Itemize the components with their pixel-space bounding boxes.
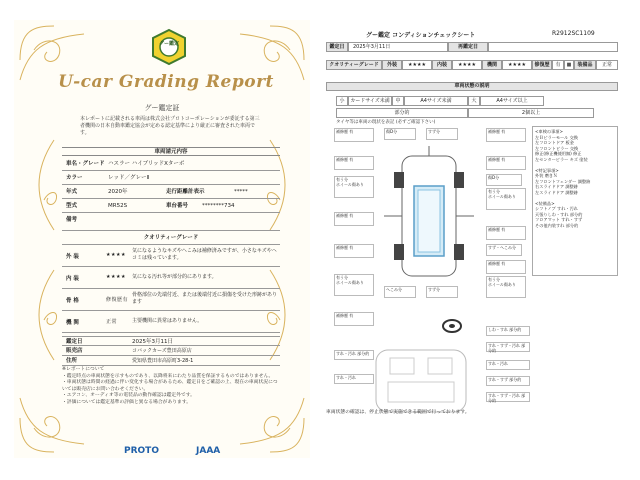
condition-box: 補修歴 有 — [334, 312, 374, 326]
condition-box: すず分 — [426, 286, 458, 298]
legend-desc-small: カードサイズ未満 — [348, 96, 392, 106]
row-label: 年式 — [66, 189, 78, 195]
row-value: レッド／グレーⅡ — [108, 175, 150, 181]
car-interior-diagram — [366, 348, 476, 414]
row-value: 2020年 — [108, 189, 128, 195]
condition-box: へこみ分 — [384, 286, 416, 298]
row-label: カラー — [66, 175, 83, 181]
appraisal-date-label: 鑑定日 — [326, 42, 348, 52]
appraisal-date-value: 2025年3月11日 — [348, 42, 448, 52]
interior-condition-box: すれ・すず・汚れ 部分的 — [486, 342, 530, 352]
vehicle-row-color — [62, 171, 280, 185]
grade-label: 機 関 — [66, 320, 79, 326]
grade-desc: 骨格部位の先端付近、または後端付近に損傷を受けた形跡があります — [132, 292, 278, 305]
condition-box: 有う分 ホイール傷あり — [334, 274, 374, 296]
repair-history-value: 有 — [552, 60, 564, 70]
interior-condition-box: しわ・すれ 部分的 — [486, 326, 530, 336]
interior-condition-box: すれ・すず・汚れ 部分的 — [486, 392, 530, 402]
sheet-id: R2912SC1109 — [552, 30, 595, 37]
legend-size-large: 大 — [468, 96, 480, 106]
certificate-panel — [14, 20, 310, 458]
goo-kantei-logo-icon — [150, 28, 188, 66]
interior-condition-box: すれ・汚れ — [334, 374, 374, 384]
jaaa-logo: JAAA — [196, 446, 221, 456]
grade-row-exterior — [62, 245, 280, 267]
certificate-title: U-car Grading Report — [58, 72, 274, 92]
row-value: 愛知県豊田市高原町3-28-1 — [132, 358, 194, 364]
condition-box: 補修歴 有 — [486, 156, 526, 170]
interior-condition-box: すれ・汚れ 部分的 — [334, 350, 374, 360]
legend-size-medium: 中 — [392, 96, 404, 106]
car-top-view-diagram — [384, 146, 474, 286]
grade-row-interior — [62, 267, 280, 289]
chassis-value: ********734 — [202, 203, 235, 209]
legend-desc-large: A4サイズ以上 — [480, 96, 544, 106]
vehicle-row-model — [62, 199, 280, 213]
col-multiple: 2個以上 — [468, 108, 594, 118]
row-label: 型式 — [66, 203, 78, 209]
condition-box: 傷D分 — [486, 174, 522, 186]
report-notes: ※レポートについて ・鑑定時点の車両状態を示すものであり、以降将来にわたり品質を保証するものではありません。 ・車両状態は時間の経過に伴い変化する場合があるため、鑑定日をご確認の上、現在の車両状況については販売店にお問い合わせください。 ・エアコン、オーディオ等の電装品の動作確認は鑑定外です。 ・評価については鑑定基準の評価と異なる場合があります。 — [62, 367, 278, 405]
grade-label: 外 装 — [66, 254, 79, 260]
diagram-note: タイヤ等は車両の現状を表記 (必ずご確認下さい) — [336, 120, 436, 125]
diagram-header: 車両状態の説明 — [326, 82, 618, 91]
condition-box: 有う分 ホイール傷あり — [486, 276, 526, 298]
exterior-stars: ★★★★ — [402, 60, 432, 70]
exterior-label: 外装 — [382, 60, 402, 70]
condition-box: すず・へこみ分 — [486, 244, 522, 256]
odometer-label: 走行距離計表示 — [166, 189, 205, 195]
grade-desc: 主要機関に異常はありません。 — [132, 318, 203, 324]
condition-box: 補修歴 有 — [334, 156, 374, 170]
repair-history-none: ■ — [564, 60, 574, 70]
certificate-subtitle: グー鑑定証 — [144, 104, 180, 112]
grade-label: 内 装 — [66, 276, 79, 282]
condition-box: 補修歴 有 — [486, 260, 526, 274]
condition-box: 有う分 ホイール傷あり — [334, 176, 374, 198]
recheck-date-value — [488, 42, 618, 52]
vehicle-row-year — [62, 185, 280, 199]
legend-desc-medium: A4サイズ未満 — [404, 96, 468, 106]
vehicle-row-name — [62, 157, 280, 171]
condition-box: 補修歴 有 — [486, 226, 526, 240]
condition-box: すず分 — [426, 128, 458, 140]
grade-stars: ★★★★ — [106, 274, 126, 280]
row-label: 鑑定日 — [66, 339, 83, 345]
engine-stars: ★★★★ — [502, 60, 532, 70]
condition-box: 傷D分 — [384, 128, 416, 140]
chassis-label: 車台番号 — [166, 203, 189, 209]
equipment-label: 装備品 — [574, 60, 596, 70]
condition-box: 補修歴 有 — [334, 212, 374, 226]
row-label: 販売店 — [66, 348, 83, 354]
grade-row-engine — [62, 311, 280, 333]
row-label: 車名・グレード — [66, 161, 105, 167]
row-value: 2025年3月11日 — [132, 339, 173, 345]
grade-row-frame — [62, 289, 280, 311]
check-sheet — [326, 30, 618, 414]
interior-label: 内装 — [432, 60, 452, 70]
diagram-footer: 車両状態の確認は、停止状態で実施できる範囲で行っております。 — [326, 410, 470, 415]
grade-desc: 気になる汚れ等が部分的にあります。 — [132, 274, 217, 280]
grade-stars: 正常 — [106, 319, 118, 325]
proto-logo: PROTO — [124, 446, 159, 456]
recheck-date-label: 再鑑定日 — [448, 42, 488, 52]
row-label: 住所 — [66, 358, 78, 364]
condition-box: 有う分 ホイール傷あり — [486, 188, 526, 210]
address-row — [62, 356, 280, 366]
sheet-title: グー鑑定 コンディションチェックシート — [366, 32, 476, 39]
grade-stars: 修復歴有 — [106, 297, 129, 303]
condition-box: 補修歴 有 — [334, 128, 374, 142]
row-label: 備考 — [66, 217, 78, 223]
steering-wheel-icon — [442, 318, 462, 334]
grade-desc: 気になるようなキズやへこみは補修済みですが、小さなキズやヘコミは残っています。 — [132, 248, 277, 261]
notes-panel: <車検の事項> 左Ｂピラーモール 交換 左フロントドア 板金 左フロントピラー 交換 修正(修正機使用無) 修正 左センターピラー キズ 塗装 <特記事項> 外装 磨きＮ 左フロントフェンダー 調整跡 右スライドドア 調整跡 左スライドドア 調整跡 <装備品> シフトノブ すれ・汚れ 天張りしわ・すれ 部分的 フロアマット すれ・すず その他内装すれ 部分的 — [532, 126, 618, 276]
interior-stars: ★★★★ — [452, 60, 482, 70]
grade-label: 骨 格 — [66, 298, 79, 304]
row-value: MR52S — [108, 203, 128, 209]
interior-condition-box: すれ・すず 部分的 — [486, 376, 530, 386]
appraisal-date-row — [62, 336, 280, 346]
shop-row — [62, 346, 280, 356]
legend-size-small: 小 — [336, 96, 348, 106]
repair-history-label: 修復歴 — [532, 60, 552, 70]
col-partial: 部分的 — [336, 108, 468, 118]
odometer-value: ***** — [234, 189, 248, 195]
certificate-intro: 本レポートに記載される車両は株式会社プロトコーポレーションが委託する第三者機関の日本自動車鑑定協会が定める認定基準により厳正に審査された車両です。 — [80, 116, 260, 136]
condition-box: 補修歴 有 — [334, 244, 374, 258]
logo-text: グー鑑定 — [158, 41, 179, 47]
engine-label: 機関 — [482, 60, 502, 70]
vehicle-section-header: 車両請元内容 — [62, 147, 280, 156]
condition-box: 補修歴 有 — [486, 128, 526, 142]
grade-stars: ★★★★ — [106, 252, 126, 258]
equipment-value: 正常 — [596, 60, 618, 70]
interior-condition-box: すれ・汚れ — [486, 360, 530, 370]
quality-grade-label: クオリティーグレード — [326, 60, 382, 70]
vehicle-row-remarks — [62, 213, 280, 231]
grade-section-header: クオリティーグレード — [143, 235, 199, 241]
row-value: ハスラー ハイブリッドXターボ — [108, 161, 185, 167]
row-value: コバックカーズ豊田高原店 — [132, 348, 192, 354]
